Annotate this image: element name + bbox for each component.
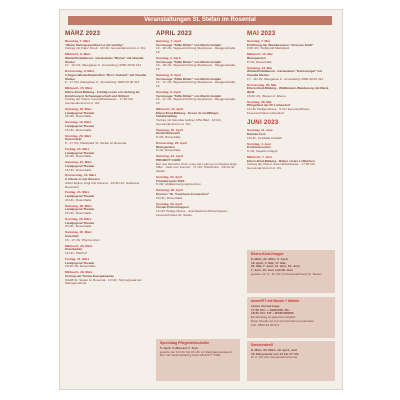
event-info: 10 Uhr Heilige Messe · 9 Uhr Feuerwehrhaus · Feuerwehrhaus Lichendorf [247, 107, 312, 115]
event-item [156, 129, 239, 140]
event-title: Landjugend Theater [65, 150, 95, 155]
box-line: immer donnerstags [251, 303, 280, 308]
box-line: 18:30 Uhr: FIT + BODYWORK [251, 311, 294, 316]
event-title: Osterlaufen [65, 247, 83, 252]
event-info: 20 Uhr, Rosenhalle [65, 154, 92, 159]
box-line: jeweils von 9 - 11 Uhr im Feuerwehrhaus St. Stefan [251, 271, 322, 276]
box-line: 17:30 Uhr: + GESUND, 50+ [251, 307, 290, 312]
box-line: 7. Juni, 16. Juni und 28. Juni [251, 268, 293, 273]
event-item [156, 189, 239, 200]
event-item [65, 245, 148, 256]
month-heading-april: APRIL 2023 [156, 30, 192, 37]
event-date: Donnerstag, 25. Mai [247, 82, 277, 87]
event-date: Donnerstag, 20. April [156, 141, 188, 145]
event-title: PROJECT CHOR [156, 158, 181, 162]
box-line: Info: 0664 43 20 571 [251, 322, 280, 327]
event-item [65, 271, 148, 286]
event-title: Daheim-Fest [247, 132, 266, 137]
event-item [247, 156, 330, 171]
event-date: Freitag, 24. März [65, 146, 90, 151]
event-info: 8 Uhr, Rosenhalle [247, 59, 272, 64]
month-heading-june: JUNI 2023 [247, 119, 279, 127]
event-title: Landjugend Theater [65, 194, 95, 199]
event-date: Samstag, 13. Mai [247, 65, 272, 70]
event-item [65, 53, 148, 68]
event-date: Samstag, 25. März [65, 203, 92, 208]
box-title: Eltern-Kind-Gruppe [251, 252, 284, 256]
event-info: 9:30 Uhr, Treffpunkt Marktplatz [247, 46, 290, 51]
event-item [156, 57, 239, 72]
box-line: im 2. OG des Gemeindezentrums. [251, 355, 298, 360]
event-date: Samstag, 30. März [65, 230, 92, 235]
event-date: Samstag, 22. April [156, 154, 183, 159]
event-title: Landjugend Theater [65, 207, 95, 212]
event-title: Landjugend Theater [65, 220, 95, 225]
event-info: 8 Uhr, Abfallentsorgungszentrum [156, 182, 201, 187]
event-title: Eltern-Kind-Bildung · Frühlig essen von Anfang an: Ernährung in Schwangerschaft und Stillzeit [65, 90, 141, 98]
box-line: 19. April, 3. Mai, 17. Mai, [251, 260, 287, 265]
event-date: Mittwoch, 29. März [65, 243, 93, 248]
event-date: Sonntag, 2. April [156, 56, 181, 60]
event-item [247, 143, 330, 154]
event-info: 9 - 17 Uhr, Alleegasse 9 · Anmeldung: 0680 40 00 314 [65, 80, 140, 85]
event-item [65, 121, 148, 132]
event-title: Eltern-Kind-Bildung · Essen im vielfältigen Familienalltag [156, 110, 219, 119]
event-title: Eltern-Kind-Bildung · Wildkräuter-Wanderung mit Maria Weiß [247, 86, 329, 94]
event-title: Ostermarkt [65, 137, 82, 142]
event-info: 10 Uhr Heilige Messe · anschließend Frühschoppen · Feuerwehrhaus St. Stefan [156, 209, 230, 217]
event-item [65, 40, 148, 51]
event-title: Vernissage "Stille Bilder" von Martin Gutjahr [156, 42, 222, 47]
event-info: Vortrag der Österr. Gesundheitskasse · 17:30 Uhr, Gemeindezentrum 2. OG [65, 97, 134, 106]
box-line: jeweils von 13 Uhr bis 16 Uhr im Marktgemeindeamt. Nur mit Voranmeldung unter 0316 877 7481. [160, 349, 233, 358]
event-item [65, 231, 148, 242]
event-title: "Meine Darmgesundheit ist mir wichtig" [65, 42, 124, 47]
event-date: Donnerstag, 9. März [65, 69, 95, 74]
event-title: Wiederfindelabend · Gartendeko "Gartenengel" mit Claudia Stelzer [247, 69, 322, 77]
event-date: Mittwoch, 7. Juni [247, 155, 272, 159]
event-title: Erstkömmunion [247, 145, 271, 150]
event-title: Frühjahrsputz 2023 [156, 178, 185, 183]
event-title: Pfingstfest der FF Lichendorf [247, 103, 291, 108]
event-info: 17 - 19 Uhr, Alleegasse 9 · Anmeldung: 0680 40 00 314 [247, 76, 324, 81]
event-date: Sonntag, 23. April [156, 175, 183, 179]
event-title: Konzert "GL Treerbena-Connection" [156, 192, 210, 196]
event-item [156, 74, 239, 89]
event-date: Sonntag, 11. Juni [247, 128, 273, 133]
event-date: Freitag, 31. März [65, 256, 90, 261]
event-title: Florian-Frühschoppen [156, 205, 189, 210]
event-date: Sonntag, 30. April [156, 201, 183, 206]
event-info: 8 Uhr, Rosenhalle [156, 148, 181, 153]
event-date: Sonntag, 4. Juni [247, 141, 271, 146]
event-item [65, 205, 148, 216]
event-info: 15 Uhr, Rosenhalle [65, 167, 92, 172]
event-info: 20 Uhr, Rosenhalle [65, 224, 92, 229]
box-line: Ein Einstieg ist jederzeit möglich [251, 315, 296, 320]
event-item [65, 108, 148, 119]
box-line: 5. April, 3. Mai und 7. Juni [160, 345, 198, 350]
event-info: 8 - 17 Uhr, Marktplatz St. Stefan im Rosental [65, 141, 127, 145]
event-title: Blutspenden [156, 144, 175, 149]
event-list-may [247, 40, 330, 115]
event-info: 14 - 17 Uhr, Tageseinrichtung Stephanus · Alleggenstraße 19 [156, 80, 236, 89]
event-item [156, 40, 239, 55]
event-info: 10 - 17 Uhr, Tageseinrichtung Stephanus · Alleggenstraße 19 [156, 97, 236, 106]
event-title: Vortrag mit Thema Energiewende [65, 273, 114, 278]
event-item [247, 101, 330, 116]
event-item [156, 155, 239, 174]
event-info: 16:30 Uhr, Wiesen 2. Ebene [247, 93, 286, 98]
month-heading-may: MAI 2023 [247, 30, 276, 37]
event-item [65, 148, 148, 159]
event-title: Landjugend Theater [65, 124, 95, 128]
event-date: Mittwoch, 12. April [156, 107, 184, 111]
info-box-fitness [247, 297, 335, 338]
column-may-june [247, 30, 330, 173]
event-date: Mittwoch, 10. Mai [247, 52, 273, 57]
month-heading-march: MÄRZ 2023 [65, 30, 101, 37]
event-date: Sonntag, 7. Mai [247, 39, 270, 43]
info-box-eltern-kind-gruppe [247, 250, 335, 293]
event-date: Sonntag, 26. März [65, 133, 92, 138]
event-item [65, 70, 148, 85]
event-title: 1-Tages-Wiederfindetreffen "Brot / Gebäck" mit Claudia Stelzer [65, 73, 147, 81]
event-item [65, 135, 148, 146]
event-item [65, 87, 148, 106]
event-item [65, 161, 148, 172]
box-title: Sprechtag Pflegedrehscheibe [160, 341, 210, 345]
event-date: Samstag, 8. April [156, 73, 181, 77]
event-title: Landjugend Theater [65, 163, 95, 168]
event-item [156, 203, 239, 218]
event-item [247, 84, 330, 99]
event-item [65, 191, 148, 202]
event-info: 19 Uhr, Pfarrhof [65, 251, 87, 256]
box-title: Seniorentreff [251, 343, 273, 347]
event-info: Der neu formierte Chor, unter der Leitung von Regina Nagl-Siller · Gast vom Konzert · 17 Uhr, Pfarrkirche · Kirche St. Stefan [156, 161, 238, 174]
event-title: Vernissage "Stille Bilder" von Martin Gutjahr [156, 76, 222, 81]
flyer-page [60, 10, 342, 389]
event-list-march [65, 40, 148, 286]
event-title: Eröffnung der Wandersaison "Grasses Kraft" [247, 42, 314, 47]
event-date: Mittwoch, 29. März [65, 270, 93, 275]
event-item [156, 108, 239, 127]
event-date: Samstag, 15. April [156, 127, 183, 132]
event-date: Samstag, 1. April [156, 39, 181, 43]
event-item [65, 174, 148, 189]
event-info: 15 Uhr, Rosenhalle [65, 127, 92, 132]
event-title: Vernissage "Stille Bilder" von Martin Gutjahr [156, 59, 222, 64]
event-info: 19 Uhr, Festhalle Dollrath [247, 135, 282, 140]
event-info: 15 Uhr, Rosenhalle [65, 211, 92, 216]
event-date: Mittwoch, 8. März [65, 52, 91, 57]
event-item [65, 258, 148, 269]
event-date: Mittwoch, 15. März [65, 86, 93, 91]
box-line: 8. März, 20. März, 19. April, und [251, 347, 297, 352]
event-title: Landjugend Theater [65, 260, 95, 265]
event-info: Vortrag der Österr. Gesundheitskasse · 17:30 Uhr, Gemeindezentrum 2. OG [247, 162, 316, 171]
event-info: 10 - 18 Uhr, Tageseinrichtung Stephanus · Alleggenstraße 19 [156, 63, 236, 72]
event-item [156, 176, 239, 187]
event-date: Sonntag, 28. Mai [247, 99, 272, 104]
event-date: Samstag, 29. April [156, 188, 183, 193]
column-april [156, 30, 239, 220]
event-info: 20 Uhr, Rosenhalle [65, 114, 92, 119]
event-info: 17 - 19 Uhr, Alleegasse 9 · Anmeldung: 0680 40 00 314 [65, 63, 142, 68]
event-title: Osterlauf [65, 234, 79, 239]
event-date: Sonntag, 19. März [65, 120, 92, 125]
event-info: Vortrag mit Veronika Gollner, MSc BEd · 18 Uhr, Gemeindezentrum 2. OG [156, 118, 222, 126]
box-title: anoveFIT mit Nicole + Mikrite [251, 299, 300, 303]
event-info: 8 Uhr, Rosenhalle [156, 135, 181, 140]
event-date: Donnerstag, 23. März [65, 173, 97, 178]
event-item [65, 218, 148, 229]
event-info: 15 - 17 Uhr, Pfarrzentrum [65, 237, 100, 242]
event-info: 9 Uhr, Kapelle Grappli [247, 149, 278, 154]
info-box-pflegedrehscheibe [156, 339, 240, 381]
event-date: Samstag, 18. März [65, 107, 92, 111]
event-item [247, 40, 330, 51]
event-info: Albert Eigner singt Cat Stevens · 19:30 Uhr, Gasthaus Rosenwirt [65, 180, 140, 189]
column-march [65, 30, 148, 288]
box-line: 8. März, 22. März, 5. April, [251, 256, 289, 261]
event-info: 18 Uhr, Rosenhalle [156, 195, 183, 200]
event-date: Sonntag, 9. April [156, 90, 181, 94]
event-info: 18:30 Uhr, Rosenhalle [65, 264, 96, 269]
event-title: Wiederfindelabend · Gartendeko "Blume" mit Claudia Stelzer [65, 56, 144, 64]
page-title: Veranstaltungen St. Stefan im Rosental [68, 16, 332, 25]
event-title: Eltern-Kind-Bildung · Babys erstes Löffelchen [247, 158, 315, 163]
event-item [156, 142, 239, 153]
event-list-april [156, 40, 239, 217]
event-info: 20 Uhr, Rosenhalle [65, 197, 92, 202]
event-item [247, 53, 330, 64]
event-list-june [247, 129, 330, 170]
event-title: Vernissage "Stille Bilder" von Martin Gutjahr [156, 93, 222, 98]
event-item [247, 67, 330, 82]
event-item [247, 129, 330, 140]
box-line: 31. Mai, 7. Juni, 14. Juni, 16. Juni, [251, 264, 301, 269]
box-line: Erste Stunde ist zum Kennenlernen kostenlos. [251, 318, 315, 323]
event-title: Landjugend Theater [65, 110, 95, 115]
event-date: Samstag, 25. März [65, 160, 92, 165]
event-item [156, 91, 239, 106]
info-box-seniorentreff [247, 341, 335, 381]
event-info: Vortrag mit Franz Friedl · 19 Uhr, Gemeindezentrum 2. OG [65, 46, 146, 51]
event-title: A tribute to Cat Stevens [65, 177, 100, 182]
event-date: Sonntag, 26. März [65, 217, 92, 222]
event-date: Dienstag, 7. März [65, 39, 91, 43]
box-line: 10. Mai jeweils von 14 bis 17 Uhr [251, 351, 299, 356]
event-title: Blutspenden [247, 56, 266, 60]
event-info: ÖAAB St. Stefan im Rosental · 19 Uhr, Sitzungssaal der Marktgemeinde [65, 277, 142, 286]
event-info: 14 - 18 Uhr, Tageseinrichtung Stephanus · Alleggenstraße 19 [156, 46, 236, 55]
event-title: Kinderflohmarkt [156, 131, 180, 136]
event-date: Freitag, 24. März [65, 190, 90, 195]
